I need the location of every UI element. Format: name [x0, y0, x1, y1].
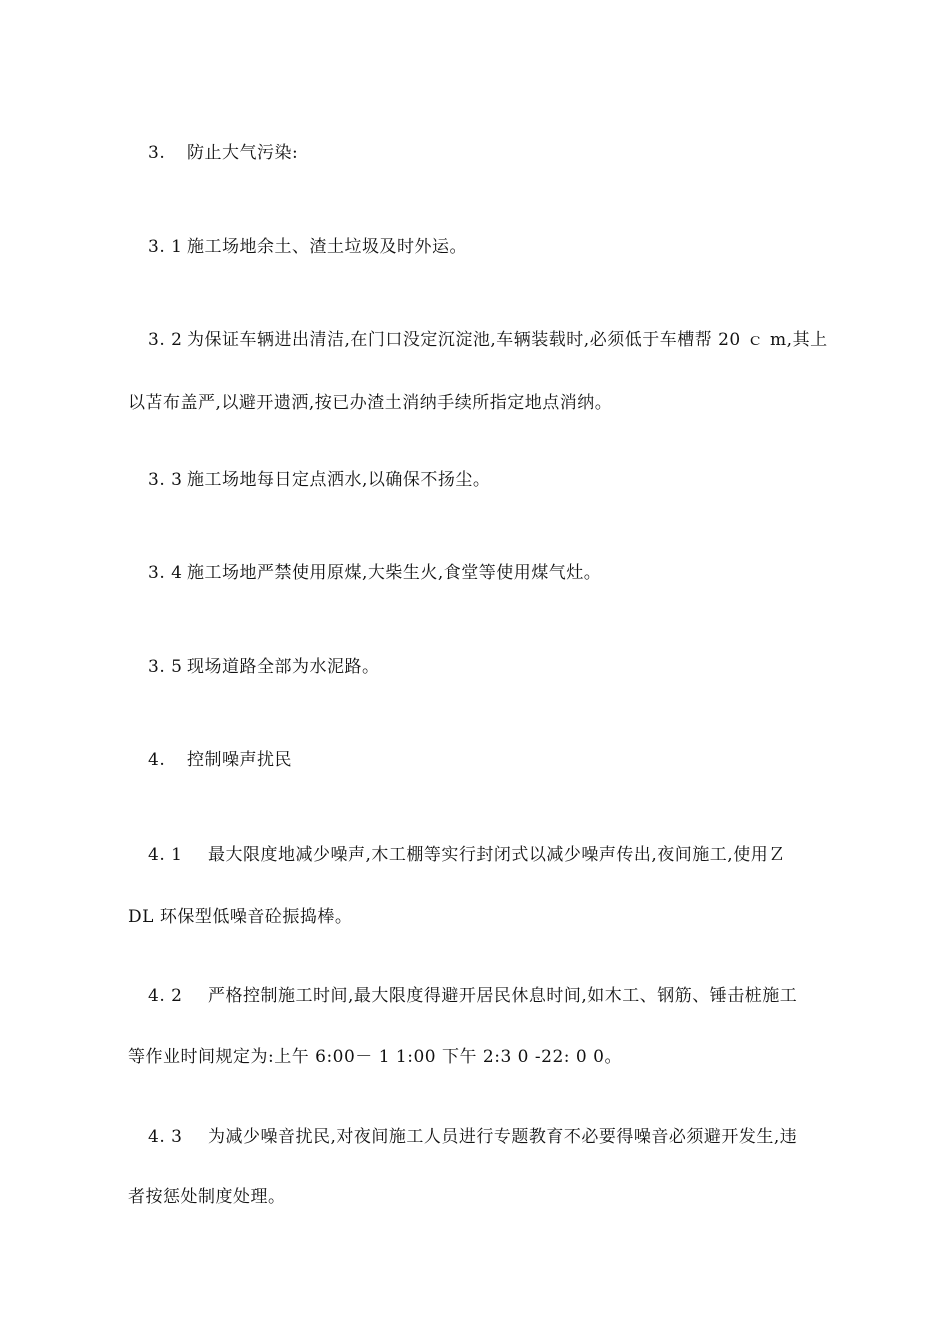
- section-text-continuation: 以苫布盖严,以避开遗洒,按已办渣土消纳手续所指定地点消纳。: [128, 393, 613, 413]
- section-number: 3. 2: [148, 330, 183, 350]
- section-text: 为减少噪音扰民,对夜间施工人员进行专题教育不必要得噪音必须避开发生,违: [208, 1127, 798, 1147]
- section-text-continuation: 者按惩处制度处理。: [128, 1187, 286, 1207]
- section-text: 最大限度地减少噪声,木工棚等实行封闭式以减少噪声传出,夜间施工,使用Ｚ: [208, 845, 786, 865]
- section-text-continuation: DL 环保型低噪音砼振捣棒。: [128, 907, 353, 927]
- section-number: 4. 2: [148, 986, 183, 1006]
- section-number: 3. 1: [148, 237, 183, 257]
- section-number: 3. 4: [148, 563, 183, 583]
- section-number: 3. 5: [148, 657, 183, 677]
- section-number: 4. 1: [148, 845, 183, 865]
- section-text: 现场道路全部为水泥路。: [187, 657, 380, 677]
- section-text: 防止大气污染:: [187, 143, 299, 163]
- section-text: 施工场地余土、渣土垃圾及时外运。: [187, 237, 467, 257]
- section-text: 控制噪声扰民: [187, 750, 292, 770]
- section-number: 4.: [148, 750, 166, 770]
- section-text: 施工场地严禁使用原煤,大柴生火,食堂等使用煤气灶。: [187, 563, 602, 583]
- section-number: 3.: [148, 143, 166, 163]
- section-text: 严格控制施工时间,最大限度得避开居民休息时间,如木工、钢筋、锤击桩施工: [208, 986, 798, 1006]
- section-text: 为保证车辆进出清洁,在门口没定沉淀池,车辆装载时,必须低于车槽帮 20 ｃ m,其上: [187, 330, 828, 350]
- section-text: 施工场地每日定点洒水,以确保不扬尘。: [187, 470, 491, 490]
- section-text-continuation: 等作业时间规定为:上午 6:00－ 1 1:00 下午 2:3 0 -22: 0 0。: [128, 1047, 622, 1067]
- section-number: 3. 3: [148, 470, 183, 490]
- section-number: 4. 3: [148, 1127, 183, 1147]
